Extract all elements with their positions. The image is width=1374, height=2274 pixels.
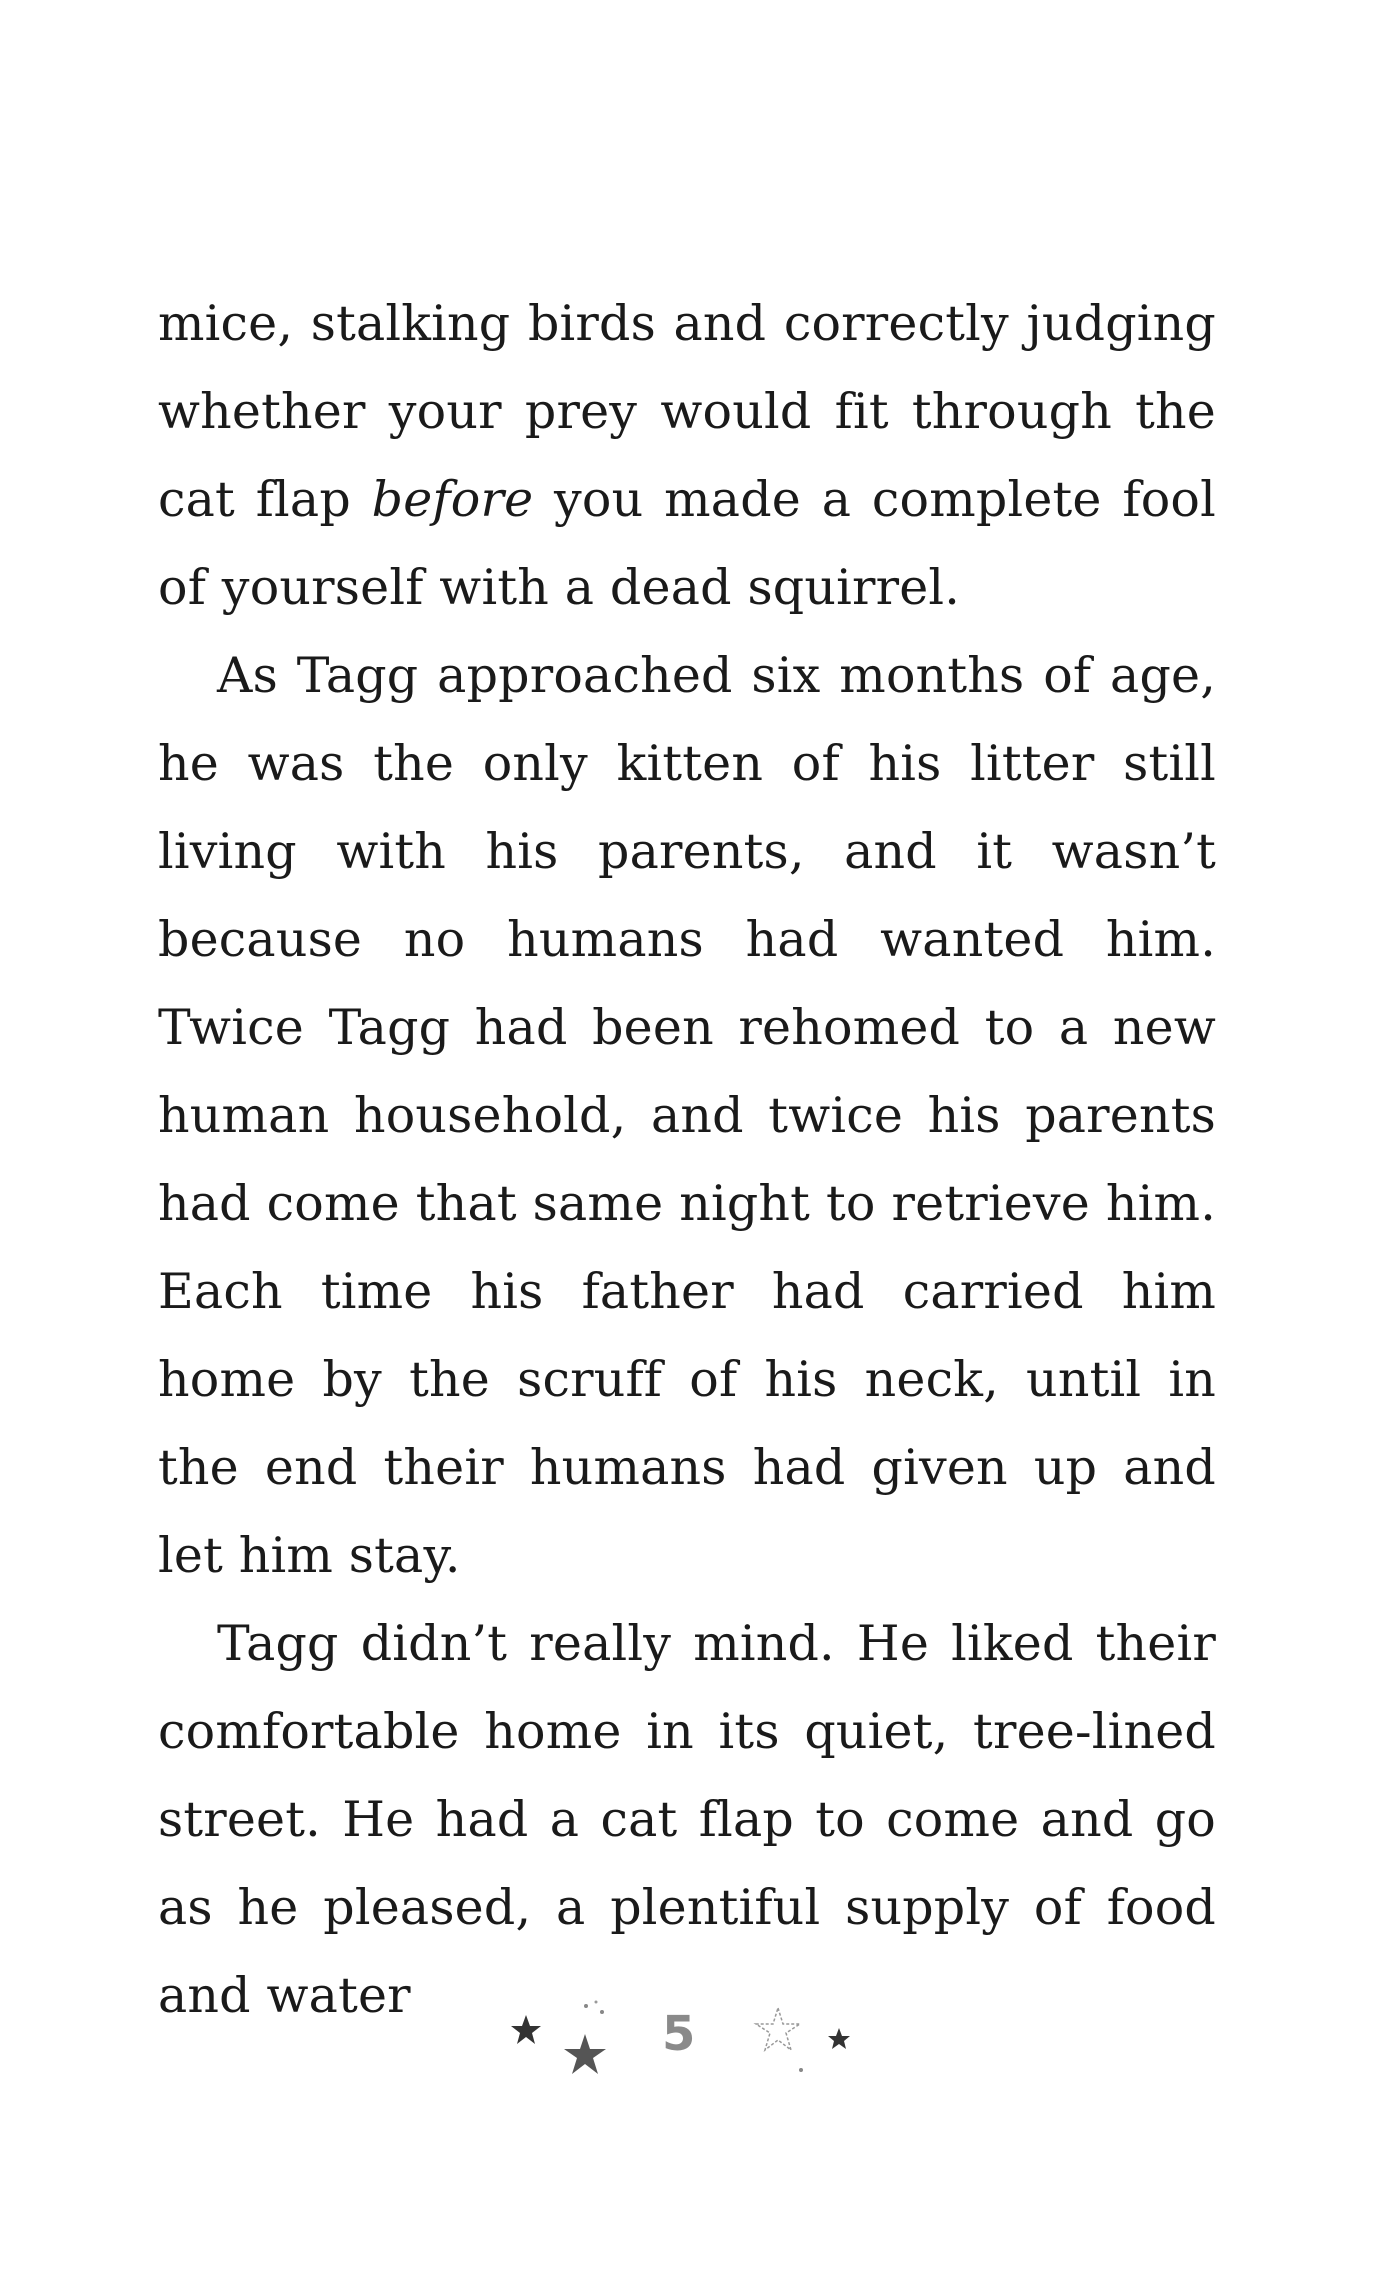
star-icon	[508, 2012, 544, 2048]
sparkle-icon	[580, 1998, 610, 2028]
star-icon	[826, 2026, 852, 2052]
paragraph-1-italic-word: before	[371, 471, 534, 528]
paragraph-1-segment-1: mice, stalking birds and correctly judging whether your prey would fit through the cat flap	[158, 295, 1216, 528]
star-outline-icon	[752, 2004, 804, 2056]
paragraph-1	[158, 280, 1216, 632]
body-text	[158, 280, 1216, 2040]
star-icon	[560, 2030, 610, 2080]
paragraph-2	[158, 632, 1216, 1600]
sparkle-icon	[795, 2064, 807, 2076]
paragraph-2-text: As Tagg approached six months of age, he was the only kitten of his litter still living with his parents, and it wasn’t because no humans had wanted him. Twice Tagg had been rehomed to a new human household, and twice his parents had come that same night to retrieve him. Each time his father had carried him home by the scruff of his neck, until in the end their humans had given up and let him stay.	[158, 647, 1216, 1584]
page-number: 5	[662, 2006, 696, 2062]
paragraph-3-text: Tagg didn’t really mind. He liked their comfortable home in its quiet, tree-lined street. He had a cat flap to come and go as he pleased, a plentiful supply of food and water	[158, 1615, 1216, 2024]
paragraph-3	[158, 1600, 1216, 2040]
paragraph-1-segment-3: you made a complete fool of yourself with a dead squirrel.	[158, 471, 1216, 616]
page-footer	[0, 1990, 1374, 2110]
